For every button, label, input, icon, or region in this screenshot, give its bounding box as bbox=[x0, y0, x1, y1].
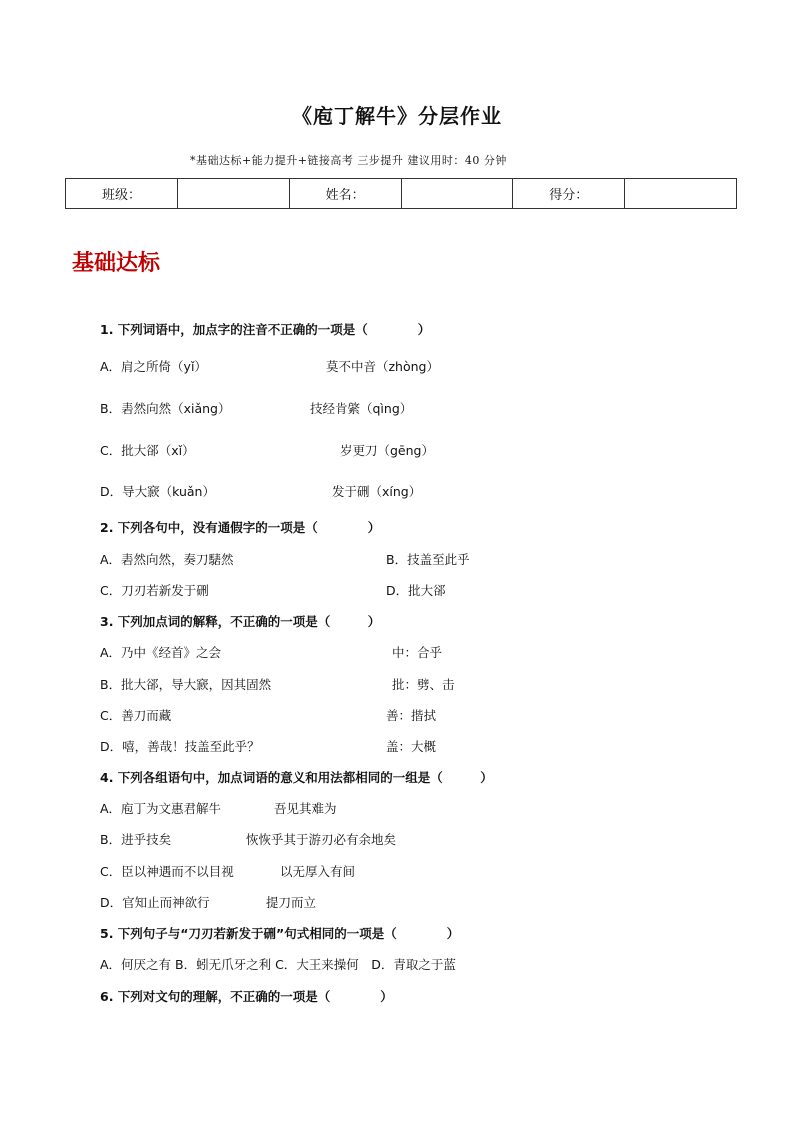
q1-option-a: A．肩之所倚（yǐ） bbox=[100, 359, 207, 374]
q3-option-d-gloss: 盖：大概 bbox=[386, 739, 437, 754]
q4-option-d-second: 提刀而立 bbox=[266, 895, 317, 910]
score-field[interactable] bbox=[625, 179, 737, 209]
q2-option-a: A．砉然向然，奏刀騞然 bbox=[100, 552, 234, 567]
question-3-stem: 3. 下列加点词的解释，不正确的一项是（ ） bbox=[100, 614, 381, 629]
q3-option-c: C．善刀而藏 bbox=[100, 708, 172, 723]
q2-option-c: C．刀刃若新发于硎 bbox=[100, 583, 209, 598]
score-label: 得分： bbox=[513, 179, 625, 209]
class-label: 班级： bbox=[66, 179, 178, 209]
q3-option-d: D．嘻，善哉！技盖至此乎？ bbox=[100, 739, 260, 754]
section-title: 基础达标 bbox=[72, 250, 161, 276]
name-field[interactable] bbox=[401, 179, 513, 209]
q1-option-c: C．批大郤（xǐ） bbox=[100, 443, 195, 458]
page-subtitle: *基础达标+能力提升+链接高考 三步提升 建议用时：40 分钟 bbox=[190, 154, 507, 167]
question-1-stem: 1. 下列词语中，加点字的注音不正确的一项是（ ） bbox=[100, 322, 431, 337]
q1-option-b-second: 技经肯綮（qìng） bbox=[310, 401, 413, 416]
q5-options: A．何厌之有 B．蚓无爪牙之利 C．大王来操何 D．青取之于蓝 bbox=[100, 957, 456, 972]
q2-option-b: B．技盖至此乎 bbox=[386, 552, 470, 567]
q1-option-a-second: 莫不中音（zhòng） bbox=[326, 359, 439, 374]
info-table bbox=[65, 178, 737, 209]
q4-option-c: C．臣以神遇而不以目视 bbox=[100, 864, 234, 879]
q4-option-c-second: 以无厚入有间 bbox=[280, 864, 356, 879]
q4-option-a-second: 吾见其难为 bbox=[274, 801, 337, 816]
q4-option-b: B．进乎技矣 bbox=[100, 832, 172, 847]
q1-option-d: D．导大窾（kuǎn） bbox=[100, 484, 215, 499]
q3-option-b: B．批大郤，导大窾，因其固然 bbox=[100, 677, 272, 692]
q3-option-a-gloss: 中：合乎 bbox=[392, 645, 443, 660]
q2-option-d: D．批大郤 bbox=[386, 583, 446, 598]
question-4-stem: 4. 下列各组语句中，加点词语的意义和用法都相同的一组是（ ） bbox=[100, 770, 493, 785]
q3-option-b-gloss: 批：劈、击 bbox=[392, 677, 455, 692]
q1-option-d-second: 发于硎（xíng） bbox=[332, 484, 422, 499]
q1-option-c-second: 岁更刀（gēng） bbox=[340, 443, 434, 458]
question-5-stem: 5. 下列句子与“刀刃若新发于硎”句式相同的一项是（ ） bbox=[100, 926, 460, 941]
q4-option-d: D．官知止而神欲行 bbox=[100, 895, 210, 910]
q4-option-b-second: 恢恢乎其于游刃必有余地矣 bbox=[246, 832, 397, 847]
q1-option-b: B．砉然向然（xiǎng） bbox=[100, 401, 231, 416]
q4-option-a: A．庖丁为文惠君解牛 bbox=[100, 801, 222, 816]
name-label: 姓名： bbox=[289, 179, 401, 209]
q3-option-c-gloss: 善：揩拭 bbox=[386, 708, 437, 723]
q3-option-a: A．乃中《经首》之会 bbox=[100, 645, 222, 660]
class-field[interactable] bbox=[177, 179, 289, 209]
page-title: 《庖丁解牛》分层作业 bbox=[292, 104, 502, 128]
question-2-stem: 2. 下列各句中，没有通假字的一项是（ ） bbox=[100, 520, 381, 535]
question-6-stem: 6. 下列对文句的理解，不正确的一项是（ ） bbox=[100, 989, 393, 1004]
